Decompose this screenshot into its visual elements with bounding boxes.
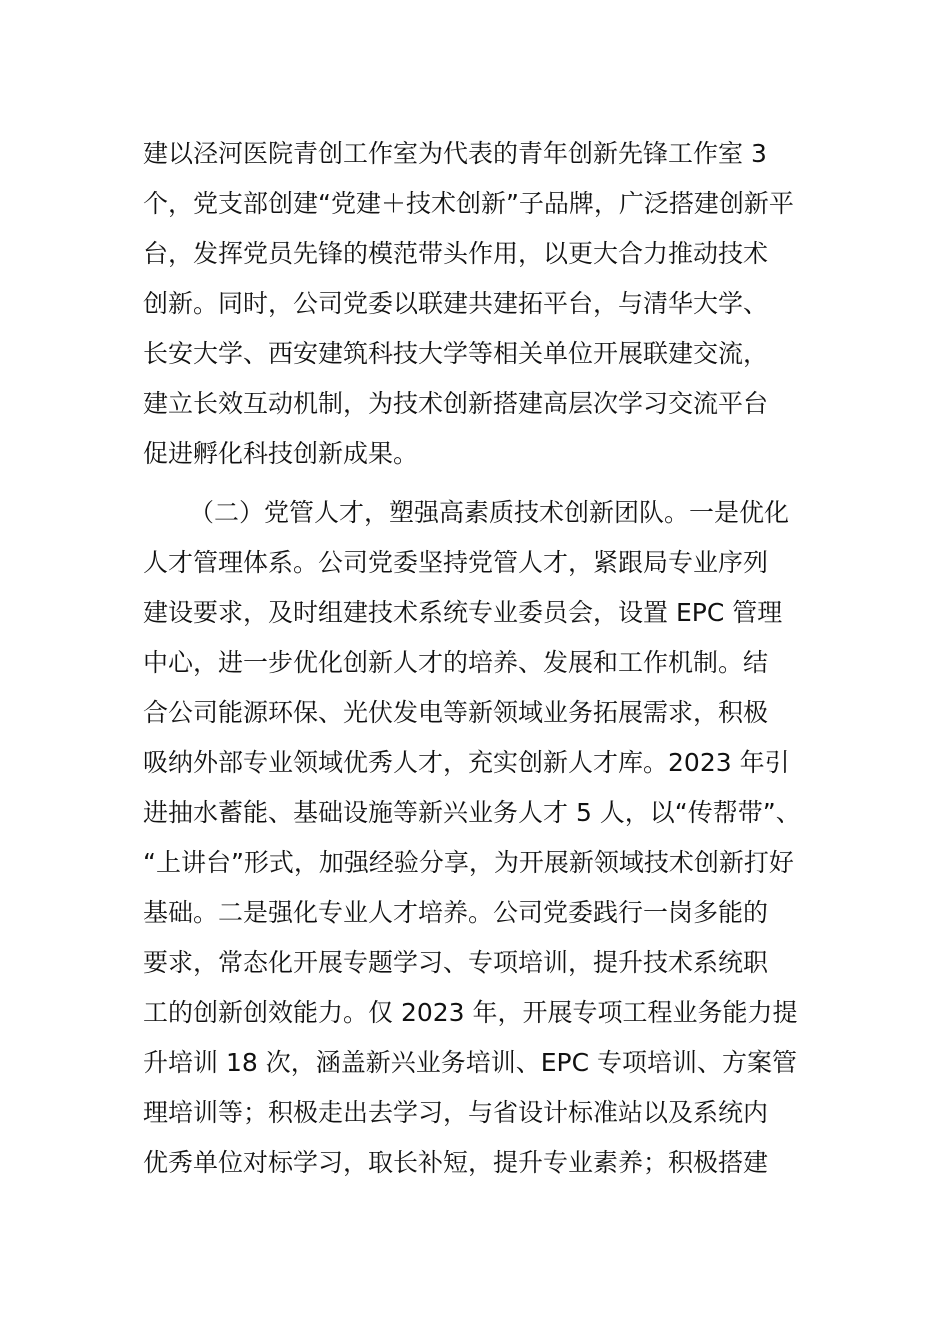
paragraph-heading-line: （二）党管人才，塑强高素质技术创新团队。一是优化 — [189, 498, 790, 527]
paragraph-line: 中心，进一步优化创新人才的培养、发展和工作机制。结 — [143, 648, 769, 677]
paragraph-line: 建设要求，及时组建技术系统专业委员会，设置 EPC 管理 — [143, 598, 783, 627]
paragraph-line: 台，发挥党员先锋的模范带头作用，以更大合力推动技术 — [143, 239, 769, 268]
paragraph-line: 促进孵化科技创新成果。 — [143, 439, 419, 468]
paragraph-line: 要求，常态化开展专题学习、专项培训，提升技术系统职 — [143, 948, 769, 977]
paragraph-line: 个，党支部创建“党建＋技术创新”子品牌，广泛搭建创新平 — [143, 189, 794, 218]
paragraph-line: 建立长效互动机制，为技术创新搭建高层次学习交流平台 — [143, 389, 769, 418]
paragraph-line: 升培训 18 次，涵盖新兴业务培训、EPC 专项培训、方案管 — [143, 1048, 797, 1077]
paragraph-line: 人才管理体系。公司党委坚持党管人才，紧跟局专业序列 — [143, 548, 769, 577]
paragraph-line: 优秀单位对标学习，取长补短，提升专业素养；积极搭建 — [143, 1148, 769, 1177]
paragraph-line: 建以泾河医院青创工作室为代表的青年创新先锋工作室 3 — [143, 139, 767, 168]
paragraph-line: “上讲台”形式，加强经验分享，为开展新领域技术创新打好 — [143, 848, 794, 877]
paragraph-line: 理培训等；积极走出去学习，与省设计标准站以及系统内 — [143, 1098, 769, 1127]
paragraph-line: 基础。二是强化专业人才培养。公司党委践行一岗多能的 — [143, 898, 769, 927]
paragraph-2 — [143, 488, 813, 1238]
paragraph-1 — [143, 129, 813, 479]
paragraph-line — [143, 1188, 813, 1238]
paragraph-line: 工的创新创效能力。仅 2023 年，开展专项工程业务能力提 — [143, 998, 798, 1027]
paragraph-line: 合公司能源环保、光伏发电等新领域业务拓展需求，积极 — [143, 698, 769, 727]
paragraph-line: 进抽水蓄能、基础设施等新兴业务人才 5 人，以“传帮带”、 — [143, 798, 801, 827]
paragraph-line: 创新。同时，公司党委以联建共建拓平台，与清华大学、 — [143, 289, 769, 318]
paragraph-line: 吸纳外部专业领域优秀人才，充实创新人才库。2023 年引 — [143, 748, 790, 777]
paragraph-line: 长安大学、西安建筑科技大学等相关单位开展联建交流， — [143, 339, 769, 368]
